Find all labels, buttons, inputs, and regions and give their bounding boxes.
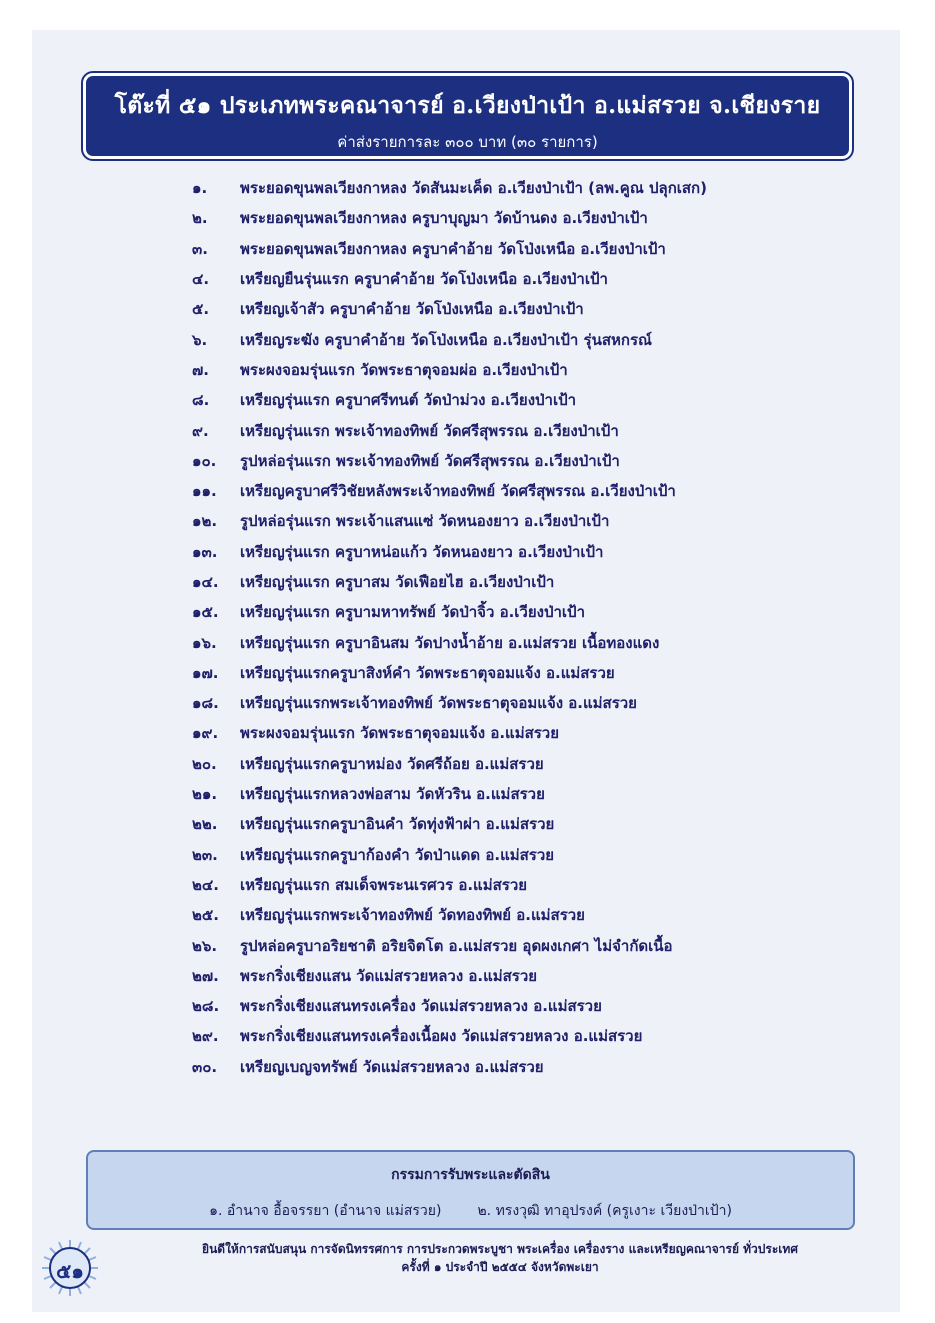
- item-number: ๒๕.: [192, 906, 219, 925]
- item-text: รูปหล่อครูบาอริยชาติ อริยจิตโต อ.แม่สรวย อุดผงเกศา ไม่จำกัดเนื้อ: [240, 936, 673, 955]
- item-text: พระยอดขุนพลเวียงกาหลง ครูบาบุญมา วัดบ้านดง อ.เวียงป่าเป้า: [240, 209, 648, 228]
- page-number-badge: [40, 1238, 100, 1298]
- list-item: [192, 991, 707, 1021]
- item-number: ๑๒.: [192, 512, 218, 531]
- item-text: พระกริ่งเชียงแสน วัดแม่สรวยหลวง อ.แม่สรวย: [240, 966, 538, 985]
- item-text: เหรียญรุ่นแรก ครูบาสม วัดเฟือยไฮ อ.เวียงป่าเป้า: [240, 573, 555, 591]
- list-item: [192, 809, 707, 839]
- list-item: [192, 961, 707, 991]
- item-number: ๔.: [192, 270, 210, 289]
- item-text: รูปหล่อรุ่นแรก พระเจ้าทองทิพย์ วัดศรีสุพรรณ อ.เวียงป่าเป้า: [240, 451, 620, 470]
- list-item: [192, 264, 707, 294]
- item-text: พระยอดขุนพลเวียงกาหลง วัดสันมะเค็ด อ.เวียงป่าเป้า (ลพ.คูณ ปลุกเสก): [240, 179, 707, 198]
- item-number: ๑๔.: [192, 573, 219, 591]
- judge-entry: ๒. ทรงวุฒิ ทาอุปรงค์ (ครูเงาะ เวียงป่าเป้า): [477, 1203, 732, 1219]
- item-text: เหรียญยืนรุ่นแรก ครูบาคำอ้าย วัดโป่งเหนือ อ.เวียงป่าเป้า: [240, 270, 608, 289]
- judges-panel: [86, 1150, 855, 1230]
- item-number: ๒๓.: [192, 845, 218, 864]
- item-text: เหรียญรุ่นแรก ครูบาอินสม วัดปางน้ำอ้าย อ.แม่สรวย เนื้อทองแดง: [240, 633, 660, 652]
- page-title: โต๊ะที่ ๕๑ ประเภทพระคณาจารย์ อ.เวียงป่าเป้า อ.แม่สรวย จ.เชียงราย: [114, 92, 821, 119]
- item-number: ๒๒.: [192, 815, 218, 834]
- list-item: [192, 627, 707, 657]
- item-number: ๑.: [192, 179, 208, 198]
- footer-line: ครั้งที่ ๑ ประจำปี ๒๕๕๔ จังหวัดพะเยา: [401, 1260, 599, 1274]
- item-number: ๒๙.: [192, 1027, 219, 1046]
- item-number: ๒๗.: [192, 966, 219, 985]
- list-item: [192, 779, 707, 809]
- item-text: เหรียญรุ่นแรกหลวงพ่อสาม วัดหัวริน อ.แม่สรวย: [240, 785, 545, 804]
- item-text: เหรียญครูบาศรีวิชัยหลังพระเจ้าทองทิพย์ วัดศรีสุพรรณ อ.เวียงป่าเป้า: [240, 482, 676, 501]
- list-item: [192, 446, 707, 476]
- item-text: เหรียญรุ่นแรก ครูบามหาทรัพย์ วัดป่าจิ้ว อ.เวียงป่าเป้า: [240, 603, 585, 622]
- item-number: ๑๘.: [192, 694, 219, 713]
- list-item: [192, 900, 707, 930]
- item-text: พระผงจอมรุ่นแรก วัดพระธาตุจอมแจ้ง อ.แม่สรวย: [240, 724, 559, 743]
- list-item: [192, 203, 707, 233]
- list-item: [192, 385, 707, 415]
- item-list: [192, 173, 707, 1082]
- item-number: ๒๑.: [192, 785, 218, 804]
- judge-entry: ๑. อำนาจ อื้อจรรยา (อำนาจ แม่สรวย): [209, 1203, 442, 1219]
- item-number: ๒๖.: [192, 936, 218, 955]
- page-number: ๕๑: [56, 1259, 84, 1283]
- item-number: ๑๗.: [192, 663, 219, 682]
- page-subtitle: ค่าส่งรายการละ ๓๐๐ บาท (๓๐ รายการ): [337, 133, 598, 151]
- item-text: เหรียญเจ้าสัว ครูบาคำอ้าย วัดโป่งเหนือ อ.เวียงป่าเป้า: [240, 300, 584, 319]
- list-item: [192, 537, 707, 567]
- list-item: [192, 567, 707, 597]
- item-number: ๓๐.: [192, 1057, 218, 1076]
- item-number: ๑๙.: [192, 724, 219, 743]
- item-number: ๙.: [192, 421, 209, 440]
- item-text: เหรียญรุ่นแรก ครูบาศรีทนต์ วัดป่าม่วง อ.เวียงป่าเป้า: [240, 391, 577, 410]
- list-item: [192, 294, 707, 324]
- list-item: [192, 658, 707, 688]
- list-item: [192, 355, 707, 385]
- item-text: พระผงจอมรุ่นแรก วัดพระธาตุจอมผ่อ อ.เวียงป่าเป้า: [240, 360, 568, 379]
- list-item: [192, 930, 707, 960]
- item-number: ๗.: [192, 360, 209, 379]
- item-text: เหรียญรุ่นแรกครูบาอินคำ วัดทุ่งฟ้าผ่า อ.แม่สรวย: [240, 815, 555, 834]
- list-item: [192, 597, 707, 627]
- list-item: [192, 870, 707, 900]
- item-number: ๑๖.: [192, 633, 217, 652]
- item-text: เหรียญเบญจทรัพย์ วัดแม่สรวยหลวง อ.แม่สรวย: [240, 1057, 544, 1076]
- item-text: พระกริ่งเชียงแสนทรงเครื่อง วัดแม่สรวยหลวง อ.แม่สรวย: [240, 997, 602, 1016]
- item-text: เหรียญรุ่นแรกพระเจ้าทองทิพย์ วัดพระธาตุจอมแจ้ง อ.แม่สรวย: [240, 694, 637, 713]
- footer-text: [120, 1240, 880, 1276]
- list-item: [192, 234, 707, 264]
- item-text: เหรียญรุ่นแรกครูบาหม่อง วัดศรีถ้อย อ.แม่สรวย: [240, 754, 544, 773]
- list-item: [192, 506, 707, 536]
- list-item: [192, 476, 707, 506]
- list-item: [192, 1052, 707, 1082]
- item-number: ๒๔.: [192, 875, 219, 894]
- item-number: ๑๕.: [192, 603, 219, 622]
- list-item: [192, 173, 707, 203]
- item-number: ๖.: [192, 330, 208, 349]
- item-text: เหรียญรุ่นแรก ครูบาหน่อแก้ว วัดหนองยาว อ.เวียงป่าเป้า: [240, 542, 604, 561]
- item-number: ๑๓.: [192, 542, 218, 561]
- item-number: ๑๐.: [192, 451, 217, 470]
- item-text: เหรียญรุ่นแรกพระเจ้าทองทิพย์ วัดทองทิพย์ อ.แม่สรวย: [240, 906, 585, 925]
- list-item: [192, 688, 707, 718]
- item-number: ๓.: [192, 239, 208, 258]
- item-text: เหรียญระฆัง ครูบาคำอ้าย วัดโป่งเหนือ อ.เวียงป่าเป้า รุ่นสหกรณ์: [240, 330, 652, 349]
- item-number: ๒๐.: [192, 754, 217, 773]
- item-text: เหรียญรุ่นแรก สมเด็จพระนเรศวร อ.แม่สรวย: [240, 875, 528, 894]
- list-item: [192, 718, 707, 748]
- item-text: เหรียญรุ่นแรก พระเจ้าทองทิพย์ วัดศรีสุพรรณ อ.เวียงป่าเป้า: [240, 421, 619, 440]
- item-text: รูปหล่อรุ่นแรก พระเจ้าแสนแซ่ วัดหนองยาว อ.เวียงป่าเป้า: [240, 512, 610, 531]
- item-text: เหรียญรุ่นแรกครูบาก้องคำ วัดป่าแดด อ.แม่สรวย: [240, 845, 555, 864]
- item-text: พระยอดขุนพลเวียงกาหลง ครูบาคำอ้าย วัดโป่งเหนือ อ.เวียงป่าเป้า: [240, 239, 666, 258]
- item-text: เหรียญรุ่นแรกครูบาสิงห์คำ วัดพระธาตุจอมแจ้ง อ.แม่สรวย: [240, 663, 615, 682]
- list-item: [192, 415, 707, 445]
- list-item: [192, 1021, 707, 1051]
- list-item: [192, 749, 707, 779]
- judges-title: กรรมการรับพระและตัดสิน: [391, 1167, 550, 1183]
- item-number: ๘.: [192, 391, 210, 410]
- list-item: [192, 324, 707, 354]
- item-number: ๕.: [192, 300, 210, 319]
- item-number: ๒๘.: [192, 997, 220, 1016]
- footer-line: ยินดีให้การสนับสนุน การจัดนิทรรศการ การประกวดพระบูชา พระเครื่อง เครื่องราง และเหรียญคณาจารย์ ทั่วประเทศ: [202, 1242, 798, 1256]
- item-text: พระกริ่งเชียงแสนทรงเครื่องเนื้อผง วัดแม่สรวยหลวง อ.แม่สรวย: [240, 1027, 643, 1046]
- list-item: [192, 840, 707, 870]
- table-header-banner: [83, 73, 852, 159]
- judges-row: [88, 1200, 853, 1222]
- item-number: ๑๑.: [192, 482, 217, 501]
- item-number: ๒.: [192, 209, 208, 228]
